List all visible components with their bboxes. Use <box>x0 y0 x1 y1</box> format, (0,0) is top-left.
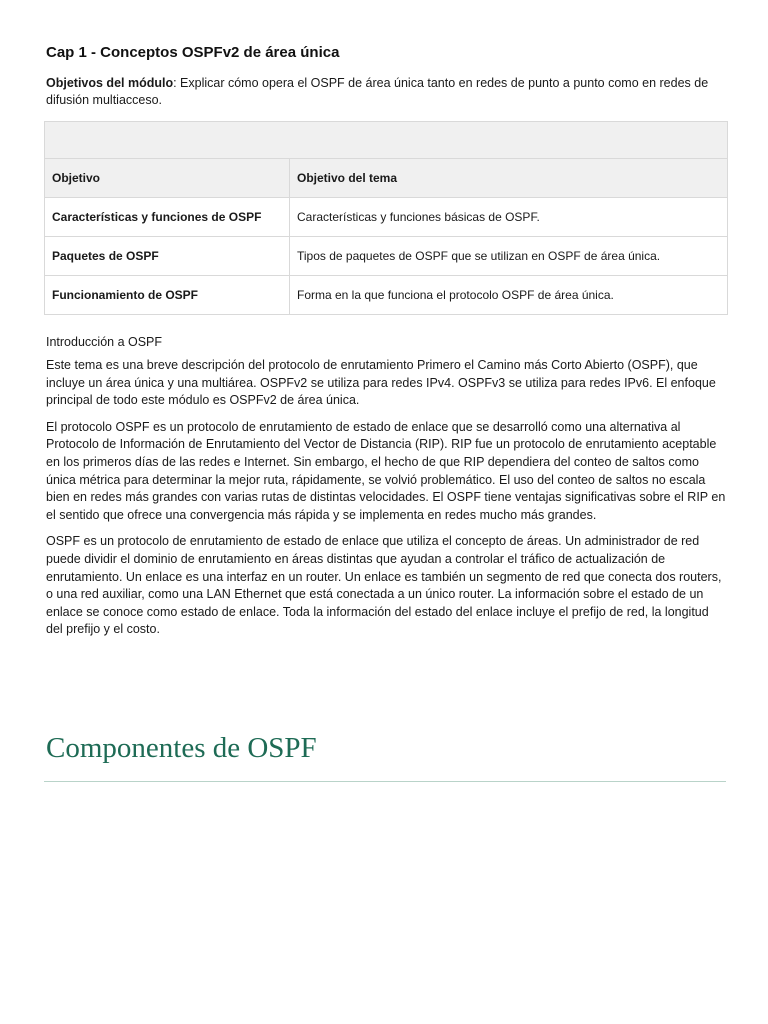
table-title-row <box>45 122 728 159</box>
objectives-text: : Explicar cómo opera el OSPF de área única tanto en redes de punto a punto como en redes de difusión multiacceso. <box>46 76 709 107</box>
body-paragraph: El protocolo OSPF es un protocolo de enrutamiento de estado de enlace que se desarrolló como una alternativa al Protocolo de Información de Enrutamiento del Vector de Distancia (RIP). RIP fue un protocolo de enrutamiento aceptable en los primeros días de las redes e Internet. Sin embargo, el hecho de que RIP dependiera del conteo de saltos como única métrica para determinar la mejor ruta, rápidamente, se volvió problemático. El uso del conteo de saltos no escala bien en redes más grandes con varias rutas de distintas velocidades. El OSPF tiene ventajas significativas sobre el RIP en el sentido que ofrece una convergencia más rápida y se implementa en redes mucho más grandes. <box>46 419 726 522</box>
section-divider <box>44 781 726 782</box>
objectives-label: Objetivos del módulo <box>46 76 174 90</box>
table-row <box>45 237 728 276</box>
column-header-topic-objective: Objetivo del tema <box>290 159 728 198</box>
table-header-row <box>45 159 728 198</box>
table-cell-topic: Características y funciones básicas de OSPF. <box>290 198 728 237</box>
body-paragraph: Este tema es una breve descripción del protocolo de enrutamiento Primero el Camino más Corto Abierto (OSPF), que incluye un área única y una multiárea. OSPFv2 se utiliza para redes IPv4. OSPFv3 se utiliza para redes IPv6. El enfoque principal de todo este módulo es OSPFv2 de área única. <box>46 358 716 408</box>
table-cell-objective: Paquetes de OSPF <box>45 237 290 276</box>
column-header-objective: Objetivo <box>45 159 290 198</box>
intro-heading: Introducción a OSPF <box>46 335 163 349</box>
body-paragraph: OSPF es un protocolo de enrutamiento de estado de enlace que utiliza el concepto de áreas. Un administrador de red puede dividir el dominio de enrutamiento en áreas distintas que ayudan a controlar el tráfico de actualización de enrutamiento. Un enlace es una interfaz en un router. Un enlace es también un segmento de red que conecta dos routers, o una red auxiliar, como una LAN Ethernet que está conectada a un único router. La información sobre el estado de un enlace se conoce como estado de enlace. Toda la información del estado del enlace incluye el prefijo de red, la longitud del prefijo y el costo. <box>46 534 722 637</box>
table-row <box>45 198 728 237</box>
section-heading: Componentes de OSPF <box>46 732 317 764</box>
table-cell-objective: Características y funciones de OSPF <box>45 198 290 237</box>
table-row <box>45 276 728 315</box>
document-title: Cap 1 - Conceptos OSPFv2 de área única <box>46 44 340 61</box>
objectives-table <box>44 121 728 315</box>
module-objectives <box>46 75 726 109</box>
table-cell-topic: Forma en la que funciona el protocolo OSPF de área única. <box>290 276 728 315</box>
document-content <box>46 44 726 648</box>
table-cell-objective: Funcionamiento de OSPF <box>45 276 290 315</box>
table-cell-topic: Tipos de paquetes de OSPF que se utilizan en OSPF de área única. <box>290 237 728 276</box>
